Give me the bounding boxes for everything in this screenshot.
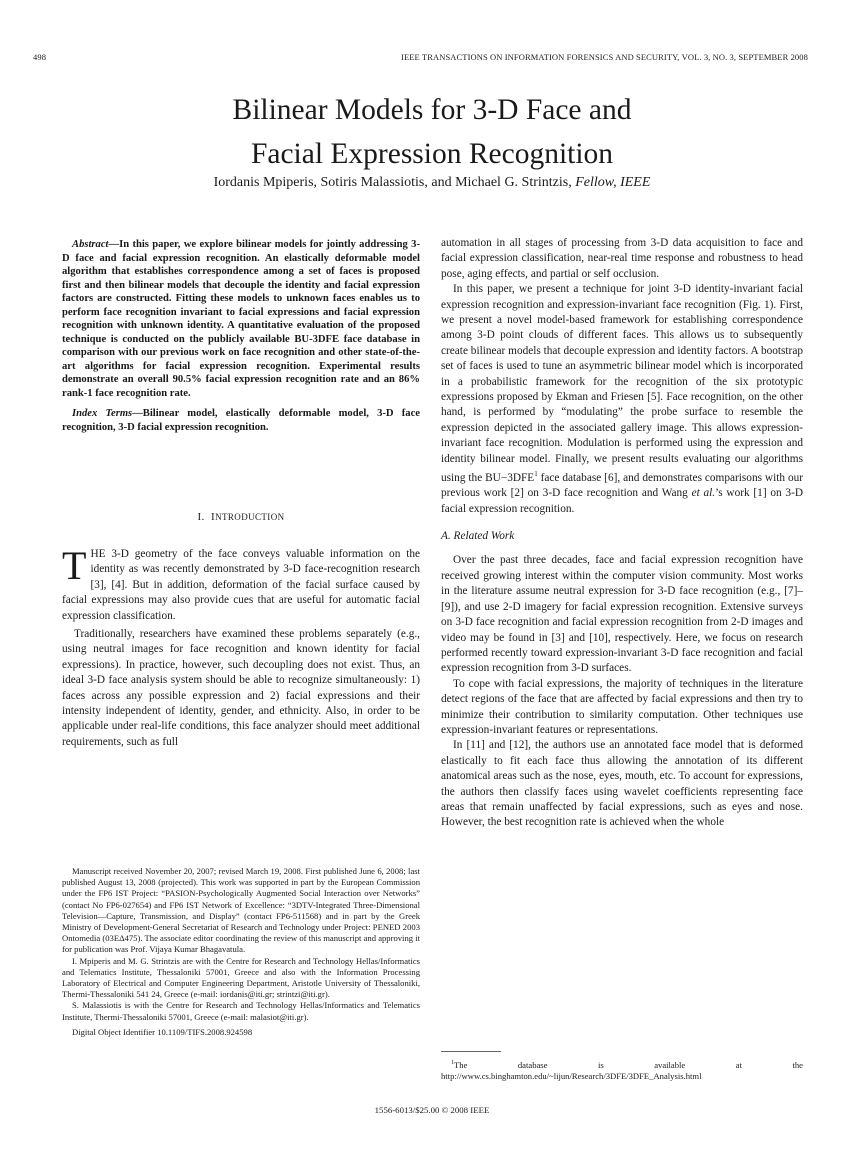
section-heading-introduction xyxy=(62,511,420,523)
section-initial: I xyxy=(211,511,216,523)
intro-paragraph-1 xyxy=(62,543,420,624)
author-list xyxy=(0,175,864,191)
title-line-2: Facial Expression Recognition xyxy=(250,138,614,170)
footnote-rule xyxy=(441,1051,501,1052)
footnote-manuscript: Manuscript received November 20, 2007; revised March 19, 2008. First published June 6, 2008; last published August 13, 2008 (projected). This work was supported in part by the European Commission under the FP6 IST Project: “PASION-Psychologically Augmented Social Interaction over Networks” (contact No FP6-027654) and FP6 IST Network of Excellence: “3DTV-Integrated Three-Dimensional Television—Capture, Transmission, and Display” (contact FP6-511568) and in part by the Greek Ministry of Development-General Secretariat of Research and Technology under Project: PENED 2003 Ontomedia (03EΔ475). The associate editor coordinating the review of this manuscript and approving it for publication was Prof. Vijaya Kumar Bhagavatula. xyxy=(62,866,420,955)
footnote-marker: 1 xyxy=(534,470,538,479)
left-footnotes xyxy=(62,866,420,1038)
intro-p1-text: HE 3-D geometry of the face conveys valuable information on the identity as was recently demonstrated by 3-D face-recognition research [3], [4]. But in addition, deformation of the facial surface caused by facial expressions may also provide cues that are useful for automatic facial expression classification. xyxy=(62,548,420,622)
author-names: Iordanis Mpiperis, Sotiris Malassiotis, and Michael G. Strintzis, xyxy=(213,175,572,190)
right-paragraph-3: Over the past three decades, face and facial expression recognition have received growing interest within the computer vision community. Most works in the literature assume neutral expression for 3-D face recognition (e.g., [7]–[9]), and use 2-D imagery for facial expression recognition. Extensive surveys on 3-D face recognition and facial expression recognition from 2-D images and video may be found in [3] and [10], respectively. Here, we focus on research performed recently toward expression-invariant 3-D face recognition and facial expression recognition from 3-D surfaces. xyxy=(441,554,803,675)
right-paragraph-4: To cope with facial expressions, the majority of techniques in the literature detect regions of the face that are affected by facial expressions and then try to minimize their contribution to similarity computation. Other techniques use expression-invariant features or representations. xyxy=(441,677,803,736)
right-paragraph-5: In [11] and [12], the authors use an annotated face model that is deformed elastically to fit each face thus allowing the annotation of its different anatomical areas such as the nose, eyes, mouth, etc. To account for expressions, the authors then classify faces using wavelet coefficients representing face areas that remain unaffected by facial expressions, such as eyes and nose. However, the best recognition rate is achieved when the whole xyxy=(441,739,803,829)
right-p2-text: In this paper, we present a technique for joint 3-D identity-invariant facial expression recognition and expression-invariant face recognition (Fig. 1). First, we present a novel model-based framework for establishing correspondence among 3-D point clouds of different faces. This allows us to subsequently create bilinear models that decouple expression and identity factors. A bootstrap set of faces is used to tune an asymmetric bilinear model which is incorporated in a probabilistic framework for the recognition of the six prototypic expressions proposed by Ekman and Friesen [5]. Face recognition, on the other hand, is performed by “modulating” the probe surface to resemble the expression depicted in the associated gallery image. This allows expression-invariant face recognition. Modulation is performed using the expression and identity bilinear model. Finally, we present results evaluating our algorithms using the BU−3DFE xyxy=(441,283,803,484)
right-p2-text-c: ’s work [1] on 3-D facial expression recognition. xyxy=(441,487,803,515)
introduction-body xyxy=(62,543,420,750)
right-paragraph-1: automation in all stages of processing from 3-D data acquisition to face and facial expression classification, near-real time response and robustness to head pose, aging effects, and partial or self occlusion. xyxy=(441,237,803,280)
section-numeral: I. xyxy=(197,511,205,523)
copyright-footer: 1556-6013/$25.00 © 2008 IEEE xyxy=(374,1105,490,1115)
drop-cap: T xyxy=(62,543,87,588)
right-p2-etal: et al. xyxy=(691,487,716,500)
right-footnote xyxy=(441,1058,803,1082)
database-footnote-text: The database is available at the http://www.cs.binghamton.edu/~lijun/Research/3DFE/3DFE_Analysis.html xyxy=(441,1059,803,1082)
abstract-text: —In this paper, we explore bilinear models for jointly addressing 3-D face and facial expression recognition. An elastically deformable model algorithm that establishes correspondence among a set of faces is proposed first and then bilinear models that decouple the identity and facial expression factors are constructed. Fitting these models to unknown faces enables us to perform face recognition invariant to facial expressions and facial expression recognition with unknown identity. A quantitative evaluation of the proposed technique is conducted on the publicly available BU-3DFE face database in comparison with our previous work on face recognition and other state-of-the-art algorithms for facial expression recognition. Experimental results demonstrate an overall 90.5% facial expression recognition rate and an 86% rank-1 face recognition rate. xyxy=(62,239,420,399)
right-paragraph-2 xyxy=(441,282,803,517)
left-column-top xyxy=(62,238,420,434)
paper-title xyxy=(0,88,864,176)
abstract xyxy=(62,238,420,400)
doi: Digital Object Identifier 10.1109/TIFS.2008.924598 xyxy=(72,1026,253,1037)
database-footnote-marker: 1 xyxy=(451,1060,454,1066)
page-number: 498 xyxy=(33,52,47,62)
footnote-affiliation-1: I. Mpiperis and M. G. Strintzis are with the Centre for Research and Technology Hellas/Informatics and Telematics Institute, Thessaloniki 57001, Greece and also with the Information Processing Laboratory of Electrical and Computer Engineering Department, Aristotle University of Thessaloniki, Thermi-Thessaloniki 541 24, Greece (e-mail: iordanis@iti.gr; strintzi@iti.gr). xyxy=(62,955,420,1000)
right-column xyxy=(441,236,803,831)
index-terms xyxy=(62,407,420,434)
intro-paragraph-2: Traditionally, researchers have examined these problems separately (e.g., using neutral images for face recognition and known identity for facial expressions). In practice, however, such decoupling does not exist. Thus, an ideal 3-D face analysis system should be able to recognize simultaneously: 1) faces across any possible expression and 2) facial expressions and their intensity independent of identity, gender, and ethnicity. Also, in order to be applicable under real-life conditions, this face analyzer should meet additional requirements, such as full xyxy=(62,628,420,748)
abstract-label: Abstract xyxy=(72,239,109,250)
right-p2-text-b: face database [6], and demonstrates comparisons with our previous work [2] on 3-D face recognition and Wang xyxy=(441,471,803,500)
index-terms-label: Index Terms xyxy=(72,408,133,419)
title-line-1: Bilinear Models for 3-D Face and xyxy=(232,94,632,126)
subsection-heading-related-work: A. Related Work xyxy=(441,530,515,543)
index-terms-text: —Bilinear model, elastically deformable model, 3-D face recognition, 3-D facial expression recognition. xyxy=(62,408,420,433)
journal-header: IEEE TRANSACTIONS ON INFORMATION FORENSICS AND SECURITY, VOL. 3, NO. 3, SEPTEMBER 2008 xyxy=(401,52,808,62)
footnote-affiliation-2: S. Malassiotis is with the Centre for Research and Technology Hellas/Informatics and Telematics Institute, Thermi-Thessaloniki 57001, Greece (e-mail: malasiot@iti.gr). xyxy=(62,1000,420,1022)
author-fellow: Fellow, IEEE xyxy=(575,175,651,190)
database-footnote xyxy=(441,1058,803,1082)
section-rest: NTRODUCTION xyxy=(215,512,285,522)
